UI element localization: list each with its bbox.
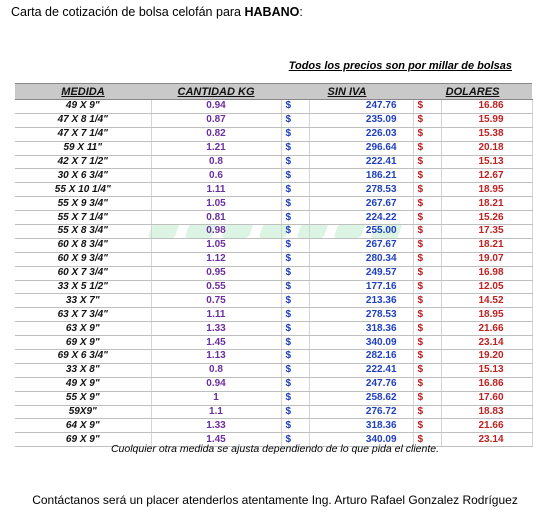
cell-medida: 63 X 9" xyxy=(15,322,151,336)
cell-dolares-currency: $ xyxy=(413,238,441,252)
cell-dolares-currency: $ xyxy=(413,322,441,336)
table-row xyxy=(15,252,532,266)
table-row xyxy=(15,127,532,141)
cell-dolares-currency: $ xyxy=(413,377,441,391)
cell-medida: 30 X 6 3/4" xyxy=(15,169,151,183)
table-row xyxy=(15,391,532,405)
cell-dolares: 18.21 xyxy=(441,197,532,211)
cell-dolares: 21.66 xyxy=(441,322,532,336)
cell-sin-iva: 222.41 xyxy=(309,363,413,377)
cell-sin-iva: 267.67 xyxy=(309,197,413,211)
cell-sin-iva-currency: $ xyxy=(281,100,309,114)
cell-dolares-currency: $ xyxy=(413,225,441,239)
cell-dolares: 19.20 xyxy=(441,350,532,364)
cell-dolares: 12.67 xyxy=(441,169,532,183)
cell-medida: 59 X 11" xyxy=(15,141,151,155)
cell-sin-iva: 282.16 xyxy=(309,350,413,364)
table-row xyxy=(15,169,532,183)
cell-cantidad-kg: 1.11 xyxy=(151,183,281,197)
title-suffix: : xyxy=(299,5,303,19)
cell-medida: 60 X 9 3/4" xyxy=(15,252,151,266)
cell-cantidad-kg: 0.98 xyxy=(151,225,281,239)
cell-cantidad-kg: 1.33 xyxy=(151,322,281,336)
cell-cantidad-kg: 0.8 xyxy=(151,155,281,169)
column-header-sin-iva: SIN IVA xyxy=(281,84,413,100)
footer-note: Cuolquier otra medida se ajusta dependiendo de lo que pida el cliente. xyxy=(110,443,440,455)
table-row xyxy=(15,266,532,280)
cell-dolares: 23.14 xyxy=(441,433,532,447)
cell-medida: 60 X 8 3/4" xyxy=(15,238,151,252)
cell-sin-iva: 318.36 xyxy=(309,419,413,433)
cell-sin-iva: 340.09 xyxy=(309,336,413,350)
table-header-row xyxy=(15,84,532,100)
cell-dolares-currency: $ xyxy=(413,252,441,266)
cell-dolares-currency: $ xyxy=(413,308,441,322)
cell-sin-iva-currency: $ xyxy=(281,350,309,364)
cell-cantidad-kg: 0.6 xyxy=(151,169,281,183)
cell-dolares: 18.21 xyxy=(441,238,532,252)
cell-medida: 33 X 5 1/2" xyxy=(15,280,151,294)
cell-sin-iva-currency: $ xyxy=(281,377,309,391)
cell-medida: 59X9" xyxy=(15,405,151,419)
cell-medida: 49 X 9" xyxy=(15,100,151,114)
cell-dolares: 18.83 xyxy=(441,405,532,419)
cell-medida: 33 X 7" xyxy=(15,294,151,308)
cell-sin-iva: 249.57 xyxy=(309,266,413,280)
cell-sin-iva-currency: $ xyxy=(281,419,309,433)
cell-sin-iva: 278.53 xyxy=(309,183,413,197)
price-table xyxy=(15,83,533,447)
cell-cantidad-kg: 1.33 xyxy=(151,419,281,433)
cell-dolares: 15.26 xyxy=(441,211,532,225)
cell-cantidad-kg: 0.87 xyxy=(151,113,281,127)
cell-cantidad-kg: 1.1 xyxy=(151,405,281,419)
cell-dolares-currency: $ xyxy=(413,363,441,377)
cell-dolares-currency: $ xyxy=(413,280,441,294)
cell-dolares: 15.99 xyxy=(441,113,532,127)
cell-cantidad-kg: 1.12 xyxy=(151,252,281,266)
table-row xyxy=(15,336,532,350)
table-row xyxy=(15,183,532,197)
title-product: HABANO xyxy=(244,5,300,19)
cell-dolares-currency: $ xyxy=(413,336,441,350)
cell-dolares-currency: $ xyxy=(413,100,441,114)
cell-cantidad-kg: 0.8 xyxy=(151,363,281,377)
cell-cantidad-kg: 0.94 xyxy=(151,100,281,114)
cell-sin-iva: 226.03 xyxy=(309,127,413,141)
cell-dolares: 16.86 xyxy=(441,377,532,391)
cell-medida: 47 X 8 1/4" xyxy=(15,113,151,127)
cell-medida: 55 X 10 1/4" xyxy=(15,183,151,197)
cell-dolares: 16.86 xyxy=(441,100,532,114)
cell-medida: 69 X 6 3/4" xyxy=(15,350,151,364)
cell-sin-iva-currency: $ xyxy=(281,252,309,266)
cell-dolares: 18.95 xyxy=(441,308,532,322)
table-row xyxy=(15,280,532,294)
cell-dolares: 19.07 xyxy=(441,252,532,266)
cell-cantidad-kg: 0.55 xyxy=(151,280,281,294)
cell-sin-iva-currency: $ xyxy=(281,183,309,197)
cell-medida: 55 X 8 3/4" xyxy=(15,225,151,239)
cell-dolares: 18.95 xyxy=(441,183,532,197)
cell-dolares-currency: $ xyxy=(413,294,441,308)
table-body xyxy=(15,100,532,447)
cell-dolares: 23.14 xyxy=(441,336,532,350)
cell-dolares-currency: $ xyxy=(413,183,441,197)
cell-dolares: 12.05 xyxy=(441,280,532,294)
cell-sin-iva-currency: $ xyxy=(281,336,309,350)
table-row xyxy=(15,294,532,308)
cell-medida: 55 X 7 1/4" xyxy=(15,211,151,225)
cell-cantidad-kg: 1.05 xyxy=(151,197,281,211)
cell-dolares-currency: $ xyxy=(413,113,441,127)
cell-medida: 33 X 8" xyxy=(15,363,151,377)
cell-dolares-currency: $ xyxy=(413,211,441,225)
cell-sin-iva: 247.76 xyxy=(309,377,413,391)
table-row xyxy=(15,405,532,419)
title-prefix: Carta de cotización de bolsa celofán para xyxy=(11,5,245,19)
cell-sin-iva-currency: $ xyxy=(281,211,309,225)
cell-sin-iva: 267.67 xyxy=(309,238,413,252)
cell-sin-iva: 258.62 xyxy=(309,391,413,405)
cell-sin-iva-currency: $ xyxy=(281,197,309,211)
cell-dolares: 17.35 xyxy=(441,225,532,239)
cell-dolares-currency: $ xyxy=(413,433,441,447)
cell-sin-iva-currency: $ xyxy=(281,113,309,127)
cell-sin-iva: 340.09 xyxy=(309,433,413,447)
cell-cantidad-kg: 1 xyxy=(151,391,281,405)
cell-dolares: 21.66 xyxy=(441,419,532,433)
cell-sin-iva-currency: $ xyxy=(281,363,309,377)
pricing-note: Todos los precios son por millar de bolsas xyxy=(288,60,512,72)
cell-sin-iva-currency: $ xyxy=(281,238,309,252)
cell-cantidad-kg: 1.45 xyxy=(151,336,281,350)
cell-medida: 64 X 9" xyxy=(15,419,151,433)
cell-dolares-currency: $ xyxy=(413,141,441,155)
cell-sin-iva-currency: $ xyxy=(281,280,309,294)
contact-line: Contáctanos será un placer atenderlos atentamente Ing. Arturo Rafael Gonzalez Rodríguez xyxy=(32,493,518,507)
cell-sin-iva: 276.72 xyxy=(309,405,413,419)
column-header-medida: MEDIDA xyxy=(15,84,151,100)
table-row xyxy=(15,155,532,169)
cell-sin-iva-currency: $ xyxy=(281,169,309,183)
table-row xyxy=(15,322,532,336)
cell-cantidad-kg: 1.05 xyxy=(151,238,281,252)
cell-dolares-currency: $ xyxy=(413,350,441,364)
table-row xyxy=(15,100,532,114)
cell-dolares-currency: $ xyxy=(413,127,441,141)
cell-medida: 63 X 7 3/4" xyxy=(15,308,151,322)
cell-sin-iva: 177.16 xyxy=(309,280,413,294)
cell-sin-iva-currency: $ xyxy=(281,308,309,322)
cell-sin-iva: 278.53 xyxy=(309,308,413,322)
cell-sin-iva: 247.76 xyxy=(309,100,413,114)
document-title xyxy=(11,5,303,19)
table-row xyxy=(15,238,532,252)
cell-sin-iva-currency: $ xyxy=(281,294,309,308)
cell-dolares: 15.38 xyxy=(441,127,532,141)
cell-dolares-currency: $ xyxy=(413,266,441,280)
cell-sin-iva: 318.36 xyxy=(309,322,413,336)
cell-dolares-currency: $ xyxy=(413,197,441,211)
cell-dolares: 17.60 xyxy=(441,391,532,405)
column-header-cantidad: CANTIDAD KG xyxy=(151,84,281,100)
cell-dolares-currency: $ xyxy=(413,391,441,405)
cell-cantidad-kg: 1.21 xyxy=(151,141,281,155)
cell-dolares: 15.13 xyxy=(441,363,532,377)
table-row xyxy=(15,225,532,239)
cell-cantidad-kg: 1.13 xyxy=(151,350,281,364)
cell-sin-iva: 296.64 xyxy=(309,141,413,155)
table-row xyxy=(15,211,532,225)
cell-cantidad-kg: 1.45 xyxy=(151,433,281,447)
cell-sin-iva-currency: $ xyxy=(281,266,309,280)
cell-sin-iva: 255.00 xyxy=(309,225,413,239)
cell-sin-iva-currency: $ xyxy=(281,433,309,447)
table-row xyxy=(15,141,532,155)
cell-medida: 49 X 9" xyxy=(15,377,151,391)
cell-cantidad-kg: 0.82 xyxy=(151,127,281,141)
cell-medida: 69 X 9" xyxy=(15,336,151,350)
table-row xyxy=(15,197,532,211)
cell-sin-iva: 222.41 xyxy=(309,155,413,169)
cell-sin-iva-currency: $ xyxy=(281,391,309,405)
cell-cantidad-kg: 0.75 xyxy=(151,294,281,308)
column-header-dolares: DOLARES xyxy=(413,84,532,100)
cell-sin-iva-currency: $ xyxy=(281,225,309,239)
cell-sin-iva: 224.22 xyxy=(309,211,413,225)
table-row xyxy=(15,308,532,322)
cell-dolares: 16.98 xyxy=(441,266,532,280)
cell-dolares: 15.13 xyxy=(441,155,532,169)
table-row xyxy=(15,350,532,364)
cell-sin-iva-currency: $ xyxy=(281,322,309,336)
cell-sin-iva-currency: $ xyxy=(281,141,309,155)
cell-medida: 60 X 7 3/4" xyxy=(15,266,151,280)
cell-sin-iva: 280.34 xyxy=(309,252,413,266)
cell-dolares: 20.18 xyxy=(441,141,532,155)
cell-sin-iva: 213.36 xyxy=(309,294,413,308)
cell-medida: 55 X 9" xyxy=(15,391,151,405)
cell-medida: 69 X 9" xyxy=(15,433,151,447)
table-row xyxy=(15,377,532,391)
cell-medida: 55 X 9 3/4" xyxy=(15,197,151,211)
cell-dolares: 14.52 xyxy=(441,294,532,308)
table-row xyxy=(15,113,532,127)
cell-sin-iva-currency: $ xyxy=(281,405,309,419)
cell-cantidad-kg: 0.95 xyxy=(151,266,281,280)
cell-medida: 42 X 7 1/2" xyxy=(15,155,151,169)
cell-cantidad-kg: 1.11 xyxy=(151,308,281,322)
cell-dolares-currency: $ xyxy=(413,169,441,183)
cell-dolares-currency: $ xyxy=(413,405,441,419)
table-row xyxy=(15,419,532,433)
cell-sin-iva-currency: $ xyxy=(281,127,309,141)
cell-sin-iva-currency: $ xyxy=(281,155,309,169)
cell-cantidad-kg: 0.94 xyxy=(151,377,281,391)
cell-dolares-currency: $ xyxy=(413,155,441,169)
cell-sin-iva: 235.09 xyxy=(309,113,413,127)
cell-cantidad-kg: 0.81 xyxy=(151,211,281,225)
cell-dolares-currency: $ xyxy=(413,419,441,433)
table-row xyxy=(15,363,532,377)
cell-medida: 47 X 7 1/4" xyxy=(15,127,151,141)
cell-sin-iva: 186.21 xyxy=(309,169,413,183)
